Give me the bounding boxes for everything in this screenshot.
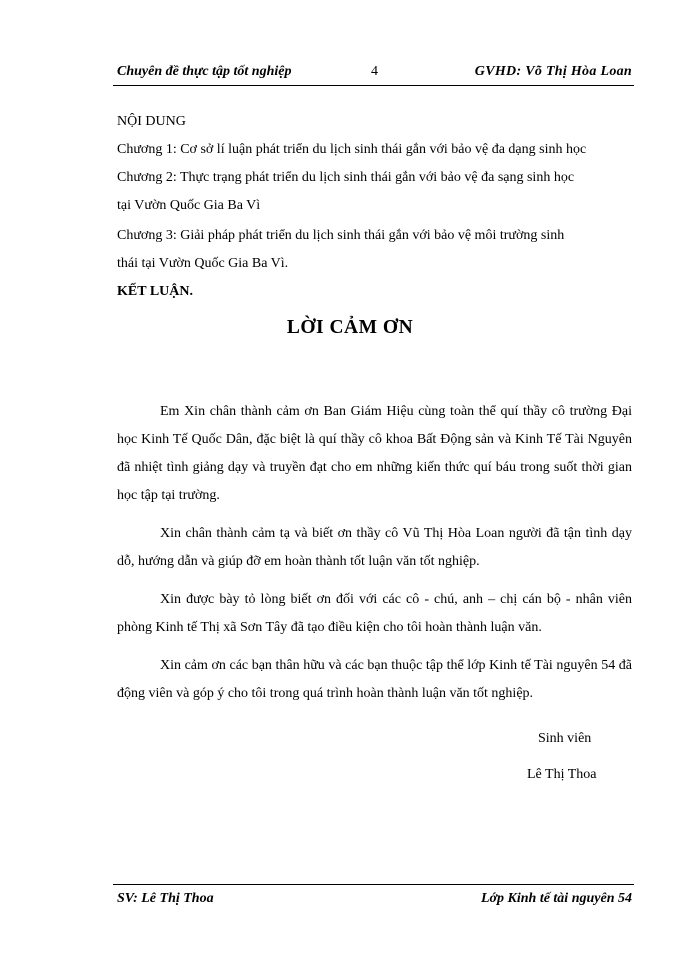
- signature-role: Sinh viên: [538, 731, 592, 746]
- toc-chapter-3-cont: thái tại Vườn Quốc Gia Ba Vì.: [117, 256, 289, 271]
- page-header: [117, 64, 632, 84]
- acknowledgement-body: [117, 398, 632, 708]
- toc-chapter-1: Chương 1: Cơ sở lí luận phát triển du lịch sinh thái gắn với bảo vệ đa dạng sinh học: [117, 142, 587, 157]
- paragraph-3: Xin được bày tỏ lòng biết ơn đối với các cô - chú, anh – chị cán bộ - nhân viên phòng Kinh tế Thị xã Sơn Tây đã tạo điều kiện cho tôi hoàn thành luận văn.: [117, 592, 632, 635]
- footer-rule: [113, 884, 634, 885]
- header-advisor: GVHD: Võ Thị Hòa Loan: [474, 64, 632, 79]
- paragraph-1: Em Xin chân thành cảm ơn Ban Giám Hiệu cùng toàn thể quí thầy cô trường Đại học Kinh Tế Quốc Dân, đặc biệt là quí thầy cô khoa Bất Động sản và Kinh Tế Tài Nguyên đã nhiệt tình giảng dạy và truyền đạt cho em những kiến thức quí báu trong suốt thời gian học tập tại trường.: [117, 404, 632, 503]
- toc-conclusion: KẾT LUẬN.: [117, 284, 193, 299]
- page-title: LỜI CẢM ƠN: [286, 317, 414, 338]
- header-page-number: 4: [371, 64, 378, 79]
- header-title: Chuyên đề thực tập tốt nghiệp: [117, 64, 292, 79]
- footer-student: SV: Lê Thị Thoa: [117, 891, 214, 906]
- toc-chapter-2-cont: tại Vườn Quốc Gia Ba Vì: [117, 198, 261, 213]
- toc-chapter-2: Chương 2: Thực trạng phát triển du lịch sinh thái gắn với bảo vệ đa sạng sinh học: [117, 170, 575, 185]
- toc-heading: NỘI DUNG: [117, 114, 186, 129]
- header-rule: [113, 85, 634, 86]
- paragraph-4: Xin cảm ơn các bạn thân hữu và các bạn thuộc tập thể lớp Kinh tế Tài nguyên 54 đã động viên và góp ý cho tôi trong quá trình hoàn thành luận văn tốt nghiệp.: [117, 658, 632, 701]
- signature-name: Lê Thị Thoa: [527, 767, 597, 782]
- table-of-contents: [117, 108, 632, 306]
- page-footer: [117, 891, 632, 911]
- footer-class: Lớp Kinh tế tài nguyên 54: [480, 891, 632, 906]
- toc-chapter-3: Chương 3: Giải pháp phát triển du lịch sinh thái gắn với bảo vệ môi trường sinh: [117, 228, 565, 243]
- paragraph-2: Xin chân thành cảm tạ và biết ơn thầy cô Vũ Thị Hòa Loan người đã tận tình dạy dỗ, hướng dẫn và giúp đỡ em hoàn thành tốt luận văn tốt nghiệp.: [117, 526, 632, 569]
